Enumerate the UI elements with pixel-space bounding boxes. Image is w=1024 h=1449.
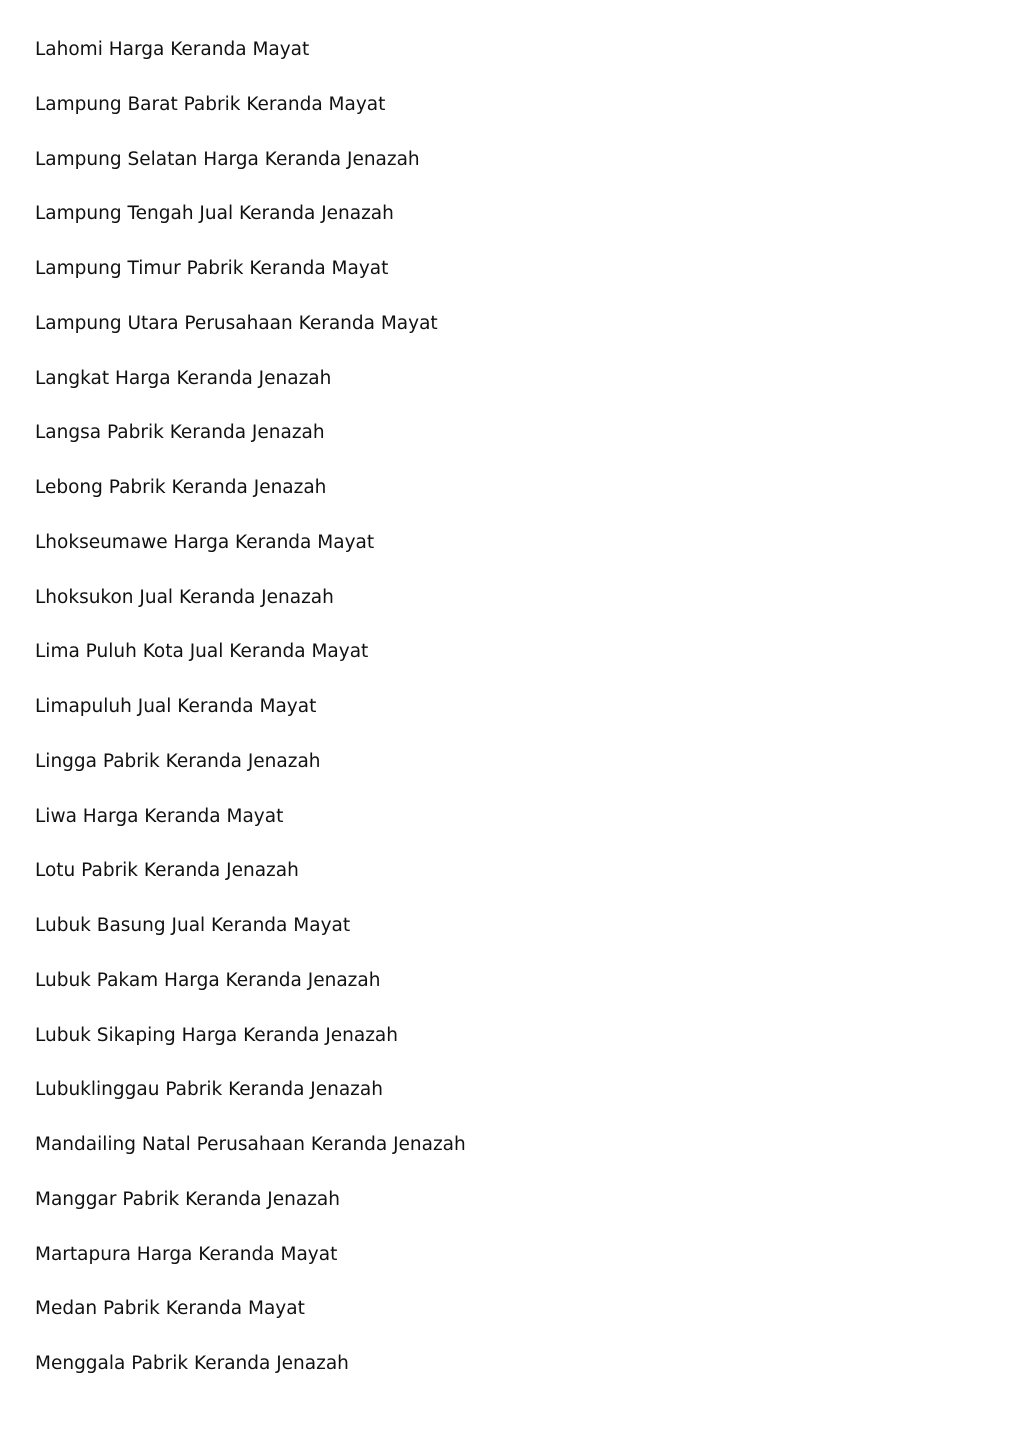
list-item: Lhokseumawe Harga Keranda Mayat (35, 531, 375, 553)
list-item: Lingga Pabrik Keranda Jenazah (35, 750, 321, 772)
list-item: Limapuluh Jual Keranda Mayat (35, 696, 317, 717)
list-item: Liwa Harga Keranda Mayat (35, 805, 284, 827)
list-item: Martapura Harga Keranda Mayat (35, 1243, 338, 1265)
list-item: Lubuklinggau Pabrik Keranda Jenazah (35, 1079, 383, 1101)
list-item: Lebong Pabrik Keranda Jenazah (35, 477, 327, 498)
list-item: Lampung Timur Pabrik Keranda Mayat (35, 258, 389, 279)
list-item: Lampung Tengah Jual Keranda Jenazah (35, 203, 394, 225)
list-item: Lampung Utara Perusahaan Keranda Mayat (35, 312, 438, 334)
list-item: Langkat Harga Keranda Jenazah (35, 367, 332, 389)
list-item: Lampung Barat Pabrik Keranda Mayat (35, 93, 386, 115)
list-item: Lhoksukon Jual Keranda Jenazah (35, 586, 334, 608)
list-item: Lotu Pabrik Keranda Jenazah (35, 860, 299, 882)
list-item: Lampung Selatan Harga Keranda Jenazah (35, 148, 420, 170)
list-item: Manggar Pabrik Keranda Jenazah (35, 1188, 340, 1210)
list-item: Lubuk Basung Jual Keranda Mayat (35, 915, 351, 936)
list-item: Lubuk Pakam Harga Keranda Jenazah (35, 969, 381, 991)
list-item: Lubuk Sikaping Harga Keranda Jenazah (35, 1024, 398, 1046)
list-item: Lahomi Harga Keranda Mayat (35, 39, 310, 60)
location-list (35, 36, 466, 1405)
list-item: Menggala Pabrik Keranda Jenazah (35, 1353, 349, 1374)
list-item: Medan Pabrik Keranda Mayat (35, 1298, 305, 1320)
list-item: Mandailing Natal Perusahaan Keranda Jenazah (35, 1134, 466, 1155)
list-item: Langsa Pabrik Keranda Jenazah (35, 422, 325, 444)
list-item: Lima Puluh Kota Jual Keranda Mayat (35, 641, 369, 663)
